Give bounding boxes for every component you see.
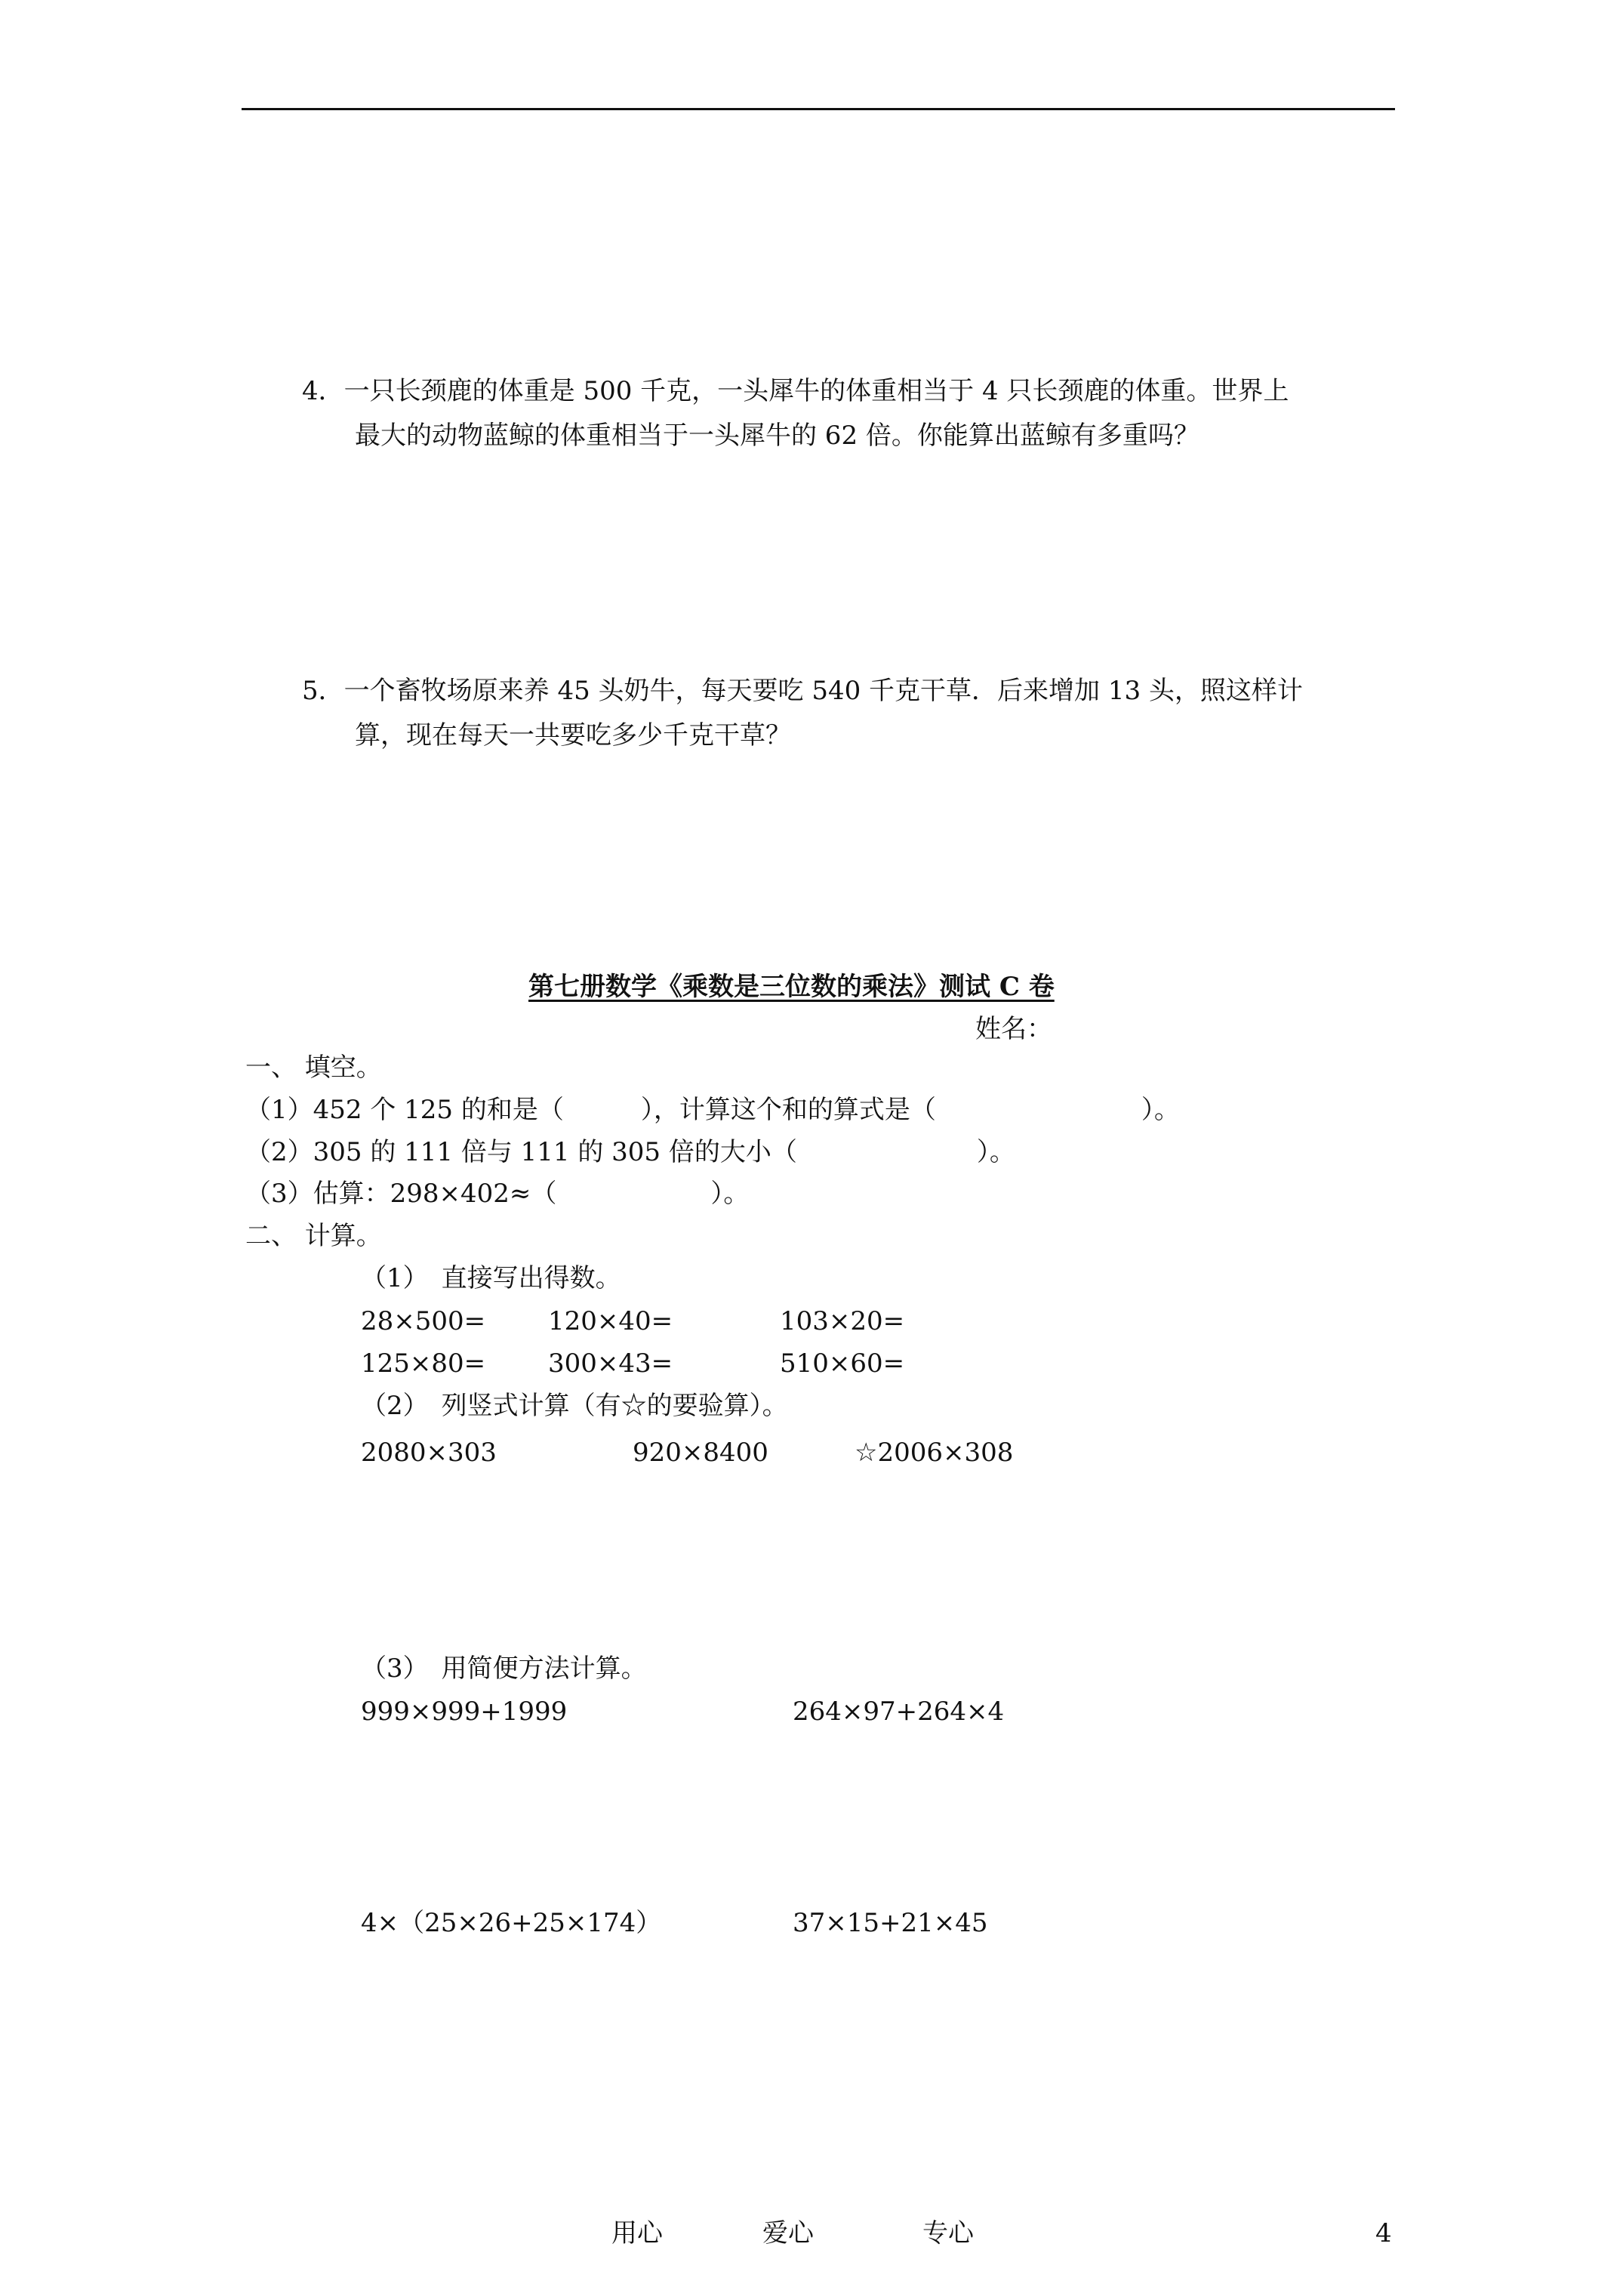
question-3: （3）估算：298×402≈（ ）。 (245, 1179, 750, 1209)
vertical-calc-item: 2080×303 (361, 1438, 497, 1468)
footer-item: 专心 (922, 2218, 974, 2248)
section-1-heading: 一、 填空。 (245, 1052, 382, 1083)
part-2-label: （2） 列竖式计算（有☆的要验算）。 (361, 1391, 788, 1421)
question-2: （2）305 的 111 倍与 111 的 305 倍的大小（ ）。 (245, 1137, 1015, 1167)
simplified-calc-item: 999×999+1999 (361, 1697, 568, 1727)
problem-4-line-2: 最大的动物蓝鲸的体重相当于一头犀牛的 62 倍。你能算出蓝鲸有多重吗？ (355, 421, 1200, 451)
problem-4-line-1: 4．一只长颈鹿的体重是 500 千克，一头犀牛的体重相当于 4 只长颈鹿的体重。世界上 (302, 376, 1289, 406)
footer-item: 爱心 (762, 2218, 814, 2248)
vertical-calc-item: ☆2006×308 (855, 1438, 1014, 1468)
mental-calc-item: 510×60= (780, 1348, 905, 1379)
simplified-calc-item: 4×（25×26+25×174） (361, 1908, 662, 1938)
mental-calc-item: 120×40= (548, 1306, 673, 1336)
question-1: （1）452 个 125 的和是（ ），计算这个和的算式是（ ）。 (245, 1095, 1180, 1125)
test-title: 第七册数学《乘数是三位数的乘法》测试 C 卷 (528, 972, 1055, 1002)
simplified-calc-item: 264×97+264×4 (793, 1697, 1005, 1727)
section-2-heading: 二、 计算。 (245, 1221, 382, 1251)
footer-item: 用心 (611, 2218, 663, 2248)
simplified-calc-item: 37×15+21×45 (793, 1908, 988, 1938)
vertical-calc-item: 920×8400 (633, 1438, 768, 1468)
mental-calc-item: 125×80= (361, 1348, 486, 1379)
part-1-label: （1） 直接写出得数。 (361, 1263, 621, 1293)
name-label: 姓名： (975, 1014, 1052, 1044)
header-rule (242, 108, 1395, 110)
problem-5-line-2: 算，现在每天一共要吃多少千克干草？ (355, 720, 791, 750)
mental-calc-item: 103×20= (780, 1306, 905, 1336)
part-3-label: （3） 用简便方法计算。 (361, 1653, 647, 1684)
mental-calc-item: 300×43= (548, 1348, 673, 1379)
page-number: 4 (1375, 2218, 1392, 2248)
problem-5-line-1: 5．一个畜牧场原来养 45 头奶牛，每天要吃 540 千克干草．后来增加 13 头，照这样计 (302, 676, 1303, 706)
mental-calc-item: 28×500= (361, 1306, 486, 1336)
